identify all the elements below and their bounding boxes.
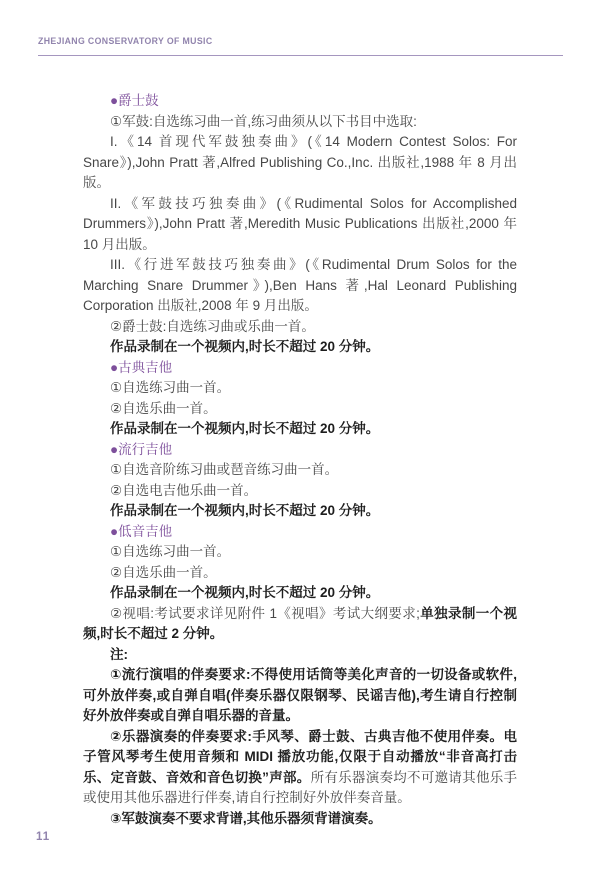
page-number: 11	[36, 831, 51, 843]
paragraph	[83, 563, 517, 584]
text-run: ③军鼓演奏不要求背谱,其他乐器须背谱演奏。	[110, 810, 382, 826]
text-run: ●低音吉他	[110, 523, 173, 539]
text-run: ①流行演唱的伴奏要求:不得使用话筒等美化声音的一切设备或软件,可外放伴奏,或自弹自唱(伴奏乐器仅限钢琴、民谣吉他),考生请自行控制好外放伴奏或自弹自唱乐器的音量。	[83, 667, 517, 723]
text-run: ②乐器演奏的伴奏要求:手风琴、爵士鼓、古典吉他不使用伴奏。电子管风琴考生使用音频和 MIDI 播放功能,仅限于自动播放“非音高打击乐、定音鼓、音效和音色切换”声部。	[83, 728, 517, 785]
paragraph	[83, 542, 517, 563]
paragraph	[83, 460, 517, 481]
text-run: ①自选练习曲一首。	[110, 544, 231, 559]
text-run: ①自选练习曲一首。	[110, 380, 231, 395]
text-run: ②自选电吉他乐曲一首。	[110, 482, 258, 498]
document-body	[83, 91, 517, 829]
paragraph	[83, 255, 517, 317]
section-heading	[83, 91, 517, 112]
paragraph	[83, 727, 517, 809]
text-run: ●爵士鼓	[110, 93, 159, 108]
paragraph	[83, 665, 517, 727]
text-run: 单独录制一个视频,时长不超过 2 分钟。	[83, 605, 517, 641]
section-heading	[83, 358, 517, 379]
section-heading	[83, 440, 517, 461]
header-brand: ZHEJIANG CONSERVATORY OF MUSIC	[38, 36, 213, 47]
paragraph	[83, 378, 517, 399]
text-run: ①军鼓:自选练习曲一首,练习曲须从以下书目中选取:	[110, 113, 417, 129]
text-run: 所有乐器演奏均不可邀请其他乐手或使用其他乐器进行伴奏,请自行控制好外放伴奏音量。	[83, 769, 518, 805]
text-run: III.《行进军鼓技巧独奏曲》(《Rudimental Drum Solos for the Marching Snare Drummer》),Ben Hans 著,Hal Leonard Publishing Corporation 出版社,2008 年 9 月出版。	[83, 257, 517, 313]
text-run: I.《14 首现代军鼓独奏曲》(《14 Modern Contest Solos: For Snare》),John Pratt 著,Alfred Publishing Co.,Inc. 出版社,1988 年 8 月出版。	[83, 134, 517, 190]
paragraph	[83, 809, 517, 830]
paragraph	[83, 317, 517, 338]
paragraph	[83, 194, 517, 256]
text-run: 作品录制在一个视频内,时长不超过 20 分钟。	[110, 339, 380, 354]
text-run: 作品录制在一个视频内,时长不超过 20 分钟。	[110, 585, 380, 600]
paragraph	[83, 501, 517, 522]
text-run: ②自选乐曲一首。	[110, 564, 217, 580]
text-run: ②自选乐曲一首。	[110, 400, 217, 416]
text-run: ②视唱:考试要求详见附件 1《视唱》考试大纲要求;	[110, 605, 420, 621]
paragraph	[83, 399, 517, 420]
text-run: II.《军鼓技巧独奏曲》(《Rudimental Solos for Accomplished Drummers》),John Pratt 著,Meredith Music Publications 出版社,2000 年 10 月出版。	[83, 195, 517, 252]
paragraph	[83, 645, 517, 666]
text-run: 注:	[110, 646, 128, 662]
paragraph	[83, 604, 517, 645]
text-run: ●古典吉他	[110, 359, 173, 375]
paragraph	[83, 419, 517, 440]
paragraph	[83, 583, 517, 604]
text-run: ②爵士鼓:自选练习曲或乐曲一首。	[110, 318, 315, 334]
text-run: ●流行吉他	[110, 441, 173, 457]
paragraph	[83, 481, 517, 502]
header-rule	[38, 55, 563, 56]
text-run: 作品录制在一个视频内,时长不超过 20 分钟。	[110, 421, 380, 436]
paragraph	[83, 132, 517, 194]
paragraph	[83, 337, 517, 358]
text-run: ①自选音阶练习曲或琶音练习曲一首。	[110, 462, 339, 477]
paragraph	[83, 112, 517, 133]
section-heading	[83, 522, 517, 543]
text-run: 作品录制在一个视频内,时长不超过 20 分钟。	[110, 503, 380, 518]
